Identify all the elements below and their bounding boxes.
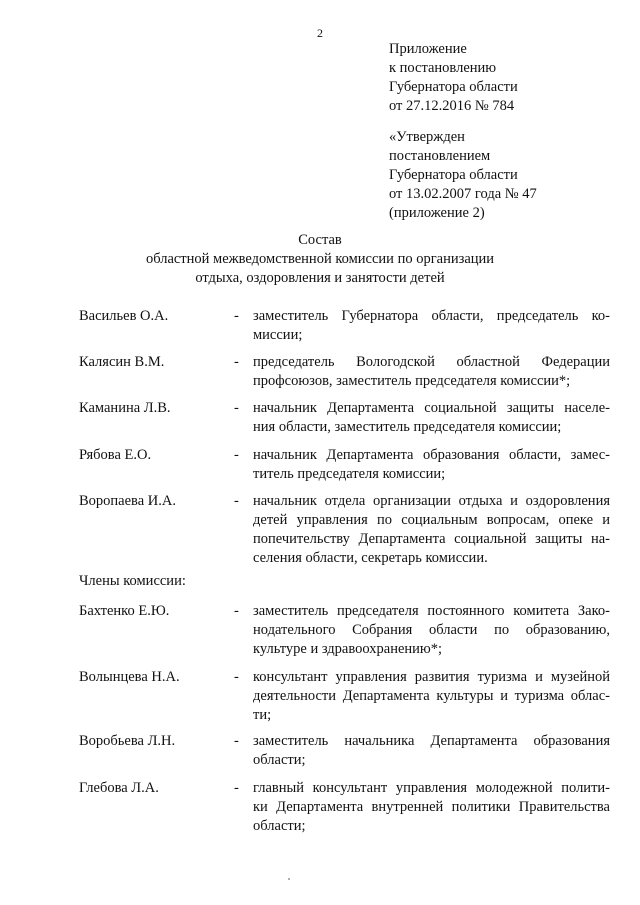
- appendix-heading: [389, 40, 518, 116]
- member-dash: -: [234, 603, 239, 619]
- member-dash: -: [234, 447, 239, 463]
- member-role: [253, 779, 610, 836]
- page-number: 2: [317, 26, 323, 40]
- title-line: Состав: [298, 232, 342, 248]
- appendix-line: от 27.12.2016 № 784: [389, 98, 515, 114]
- appendix-line: Губернатора области: [389, 79, 518, 95]
- member-dash: -: [234, 780, 239, 796]
- member-role: [253, 668, 610, 725]
- approval-line: постановлением: [389, 148, 491, 164]
- role-line: нодательного Собрания области по образованию,: [253, 622, 610, 638]
- role-line: области;: [253, 818, 306, 834]
- role-line: консультант управления развития туризма и музейной: [253, 669, 610, 685]
- member-dash: -: [234, 308, 239, 324]
- member-dash: -: [234, 669, 239, 685]
- role-line: ния области, заместитель председателя комиссии;: [253, 419, 562, 435]
- role-line: профсоюзов, заместитель председателя комиссии*;: [253, 373, 571, 389]
- role-line: главный консультант управления молодежной полити-: [253, 780, 610, 796]
- appendix-line: Приложение: [389, 41, 467, 57]
- member-role: [253, 399, 610, 437]
- role-line: ки Департамента внутренней политики Правительства: [253, 799, 610, 815]
- approval-line: от 13.02.2007 года № 47: [389, 186, 537, 202]
- member-role: [253, 446, 610, 484]
- member-name: Каманина Л.В.: [79, 400, 171, 416]
- approval-line: (приложение 2): [389, 205, 485, 221]
- member-name: Бахтенко Е.Ю.: [79, 603, 170, 619]
- member-dash: -: [234, 354, 239, 370]
- member-name: Глебова Л.А.: [79, 780, 159, 796]
- role-line: начальник отдела организации отдыха и оздоровления: [253, 493, 610, 509]
- role-line: начальник Департамента социальной защиты населе-: [253, 400, 610, 416]
- member-name: Калясин В.М.: [79, 354, 165, 370]
- document-title: [0, 231, 640, 288]
- approval-line: Губернатора области: [389, 167, 518, 183]
- member-dash: -: [234, 733, 239, 749]
- appendix-line: к постановлению: [389, 60, 497, 76]
- member-role: [253, 353, 610, 391]
- role-line: области;: [253, 752, 306, 768]
- approval-line: «Утвержден: [389, 129, 465, 145]
- member-name: Васильев О.А.: [79, 308, 169, 324]
- role-line: ти;: [253, 707, 272, 723]
- role-line: титель председателя комиссии;: [253, 466, 446, 482]
- member-name: Волынцева Н.А.: [79, 669, 180, 685]
- role-line: заместитель председателя постоянного комитета Зако-: [253, 603, 610, 619]
- scan-speck: [288, 878, 290, 880]
- member-role: [253, 602, 610, 659]
- approval-note: [389, 128, 537, 223]
- role-line: начальник Департамента образования области, замес-: [253, 447, 610, 463]
- role-line: культуре и здравоохранению*;: [253, 641, 443, 657]
- member-role: [253, 732, 610, 770]
- role-line: попечительству Департамента социальной защиты на-: [253, 531, 610, 547]
- member-name: Рябова Е.О.: [79, 447, 152, 463]
- title-line: отдыха, оздоровления и занятости детей: [195, 270, 445, 286]
- member-role: [253, 492, 610, 568]
- member-dash: -: [234, 400, 239, 416]
- title-line: областной межведомственной комиссии по организации: [145, 251, 495, 267]
- member-name: Воропаева И.А.: [79, 493, 176, 509]
- role-line: заместитель Губернатора области, председатель ко-: [253, 308, 610, 324]
- section-label-members: Члены комиссии:: [79, 573, 186, 589]
- role-line: миссии;: [253, 327, 303, 343]
- role-line: заместитель начальника Департамента образования: [253, 733, 610, 749]
- role-line: деятельности Департамента культуры и туризма облас-: [253, 688, 610, 704]
- member-dash: -: [234, 493, 239, 509]
- role-line: детей управления по социальным вопросам, опеке и: [253, 512, 610, 528]
- member-name: Воробьева Л.Н.: [79, 733, 176, 749]
- member-role: [253, 307, 610, 345]
- role-line: селения области, секретарь комиссии.: [253, 550, 488, 566]
- role-line: председатель Вологодской областной Федерации: [253, 354, 610, 370]
